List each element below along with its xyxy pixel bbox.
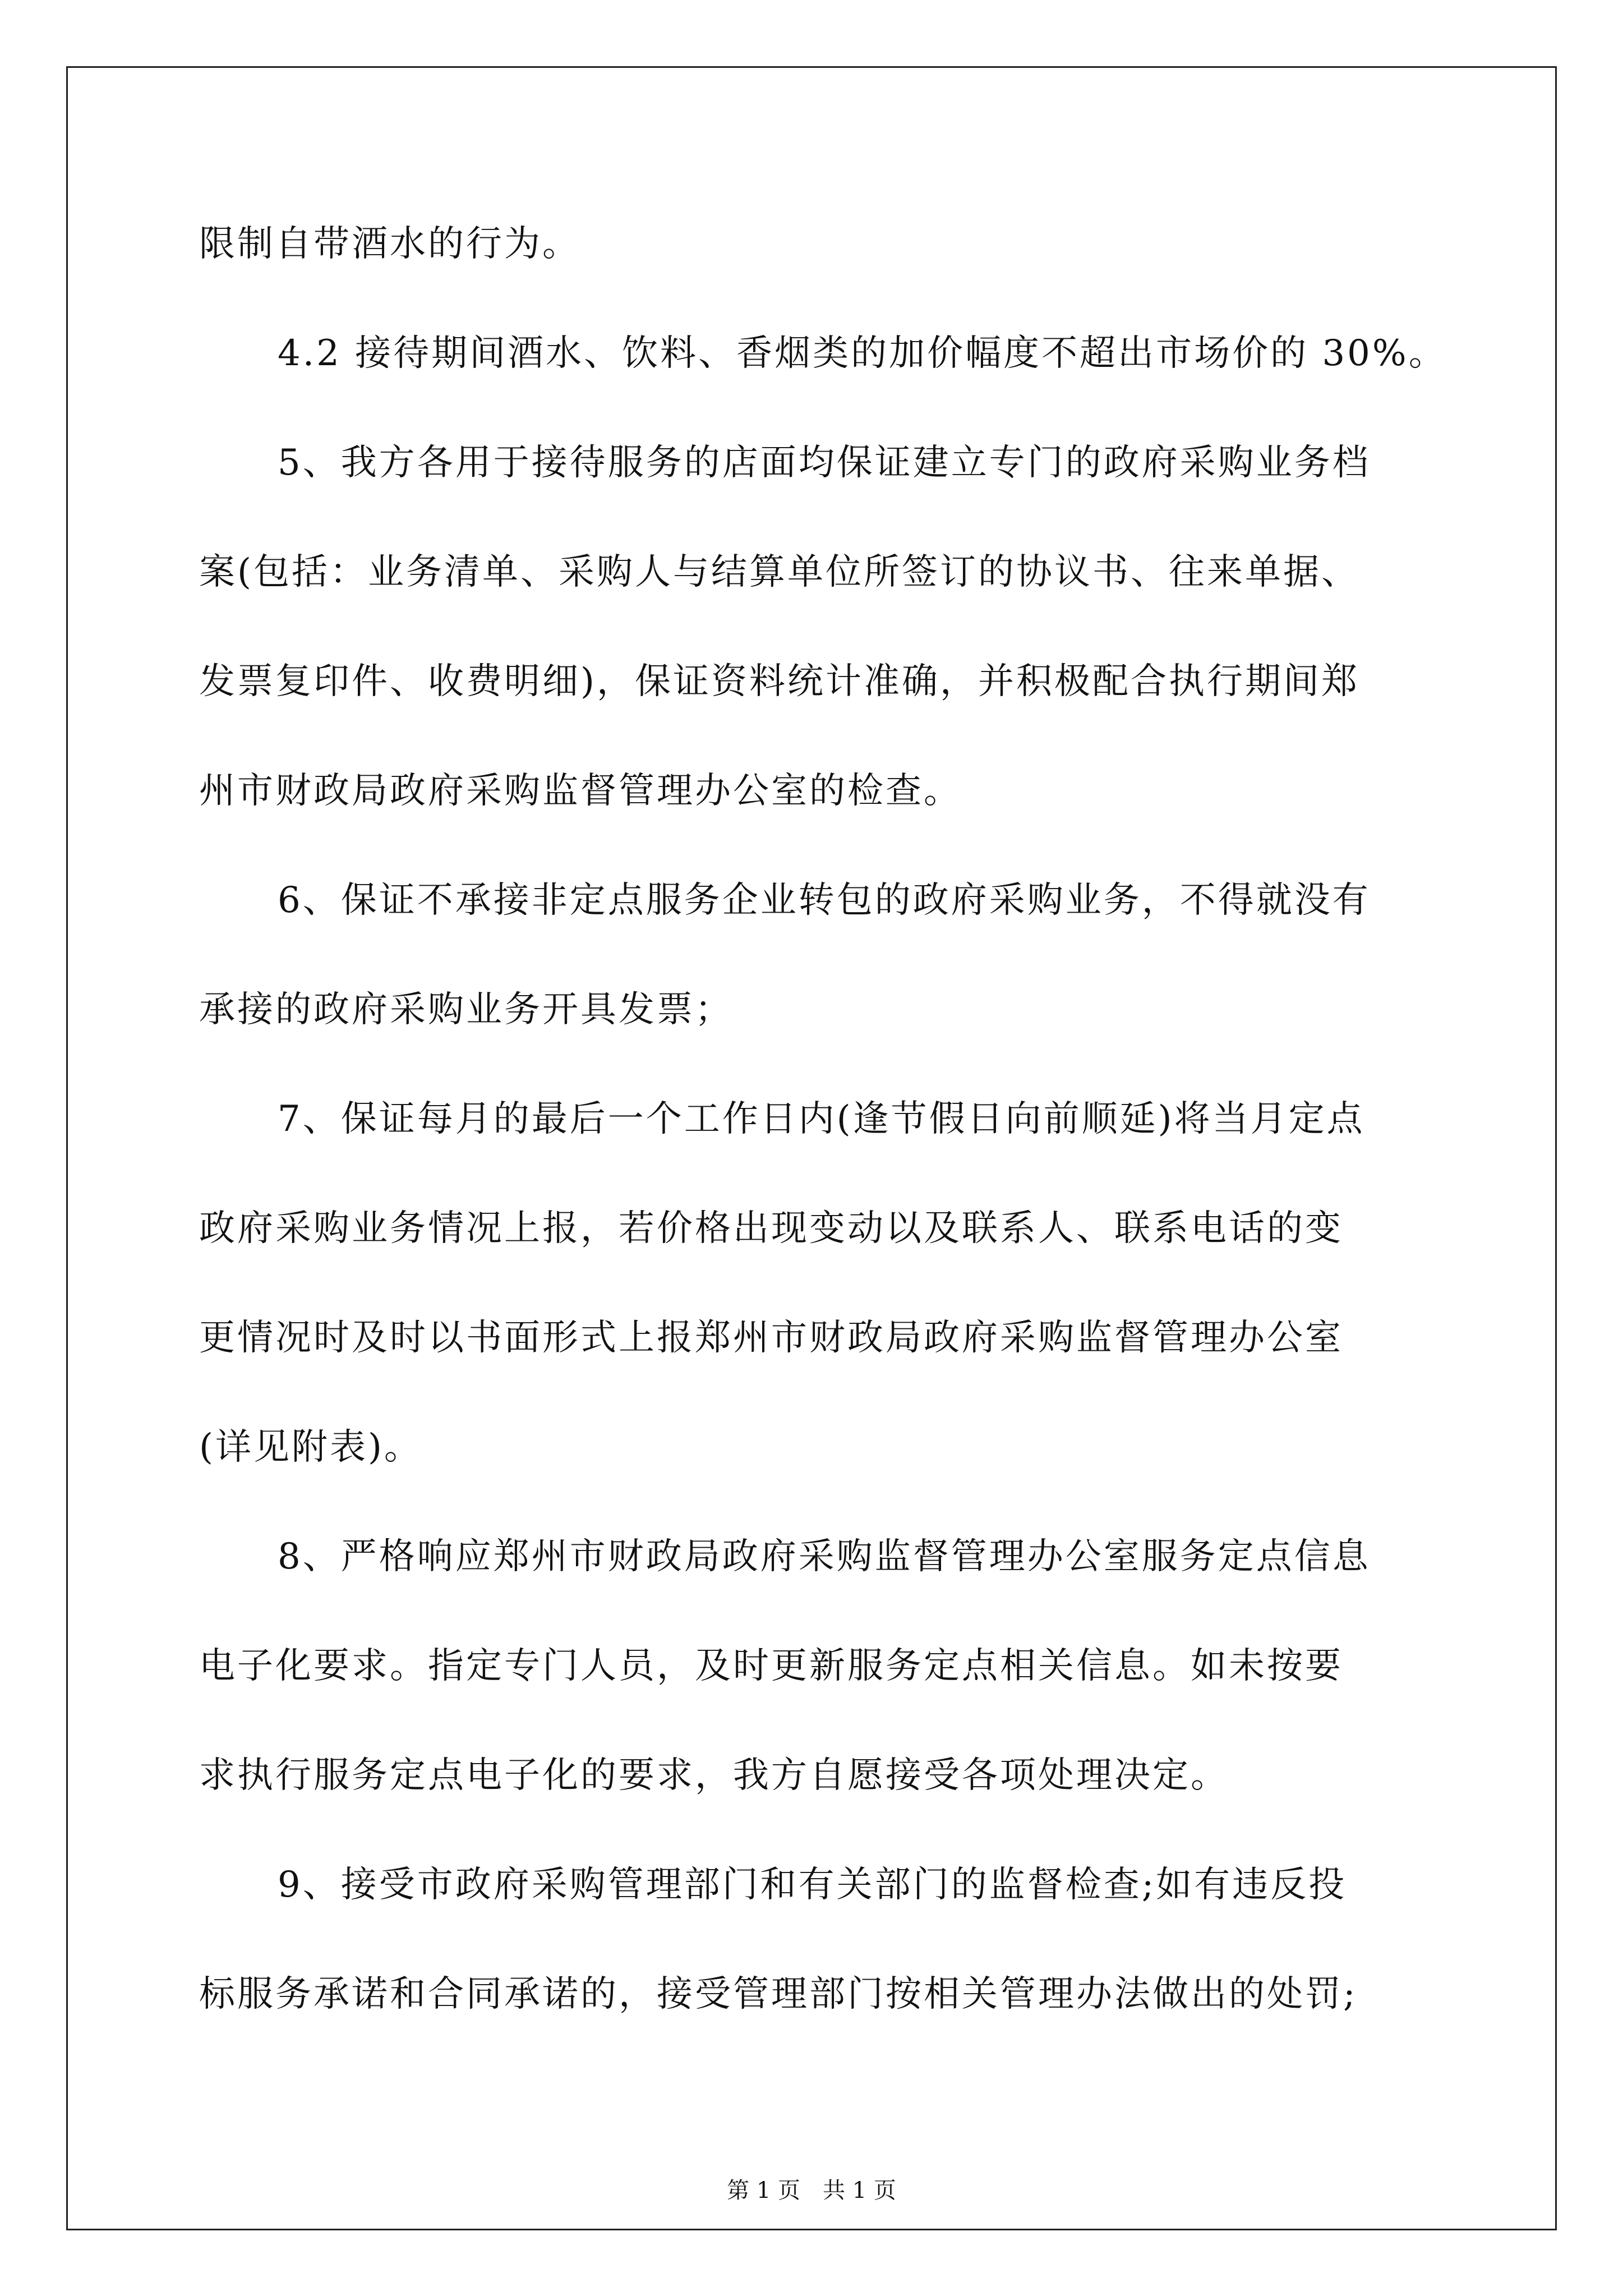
text-line: 电子化要求。指定专门人员，及时更新服务定点相关信息。如未按要 (199, 1645, 1343, 1687)
text-line: 8、严格响应郑州市财政局政府采购监督管理办公室服务定点信息 (278, 1536, 1371, 1577)
text-line: 求执行服务定点电子化的要求，我方自愿接受各项处理决定。 (199, 1755, 1229, 1796)
text-line: 7、保证每月的最后一个工作日内(逢节假日向前顺延)将当月定点 (278, 1098, 1365, 1140)
text-line: 标服务承诺和合同承诺的，接受管理部门按相关管理办法做出的处罚; (199, 1973, 1358, 2015)
text-line: 州市财政局政府采购监督管理办公室的检查。 (199, 770, 962, 812)
text-line: 限制自带酒水的行为。 (199, 223, 580, 265)
text-line: 9、接受市政府采购管理部门和有关部门的监督检查;如有违反投 (278, 1864, 1347, 1906)
text-line: 更情况时及时以书面形式上报郑州市财政局政府采购监督管理办公室 (199, 1317, 1343, 1359)
text-line: 4.2 接待期间酒水、饮料、香烟类的加价幅度不超出市场价的 30%。 (278, 333, 1447, 374)
text-line: 承接的政府采购业务开具发票； (199, 989, 733, 1030)
text-line: (详见附表)。 (199, 1427, 422, 1468)
text-line: 发票复印件、收费明细)，保证资料统计准确，并积极配合执行期间郑 (199, 661, 1359, 702)
text-line: 案(包括：业务清单、采购人与结算单位所签订的协议书、往来单据、 (199, 551, 1359, 593)
page-footer (0, 2177, 1623, 2205)
text-line: 5、我方各用于接待服务的店面均保证建立专门的政府采购业务档 (278, 442, 1371, 484)
page-number: 第 1 页 (727, 2178, 800, 2203)
text-line: 6、保证不承接非定点服务企业转包的政府采购业务，不得就没有 (278, 880, 1371, 921)
text-line: 政府采购业务情况上报，若价格出现变动以及联系人、联系电话的变 (199, 1208, 1343, 1249)
page-total: 共 1 页 (823, 2178, 896, 2203)
